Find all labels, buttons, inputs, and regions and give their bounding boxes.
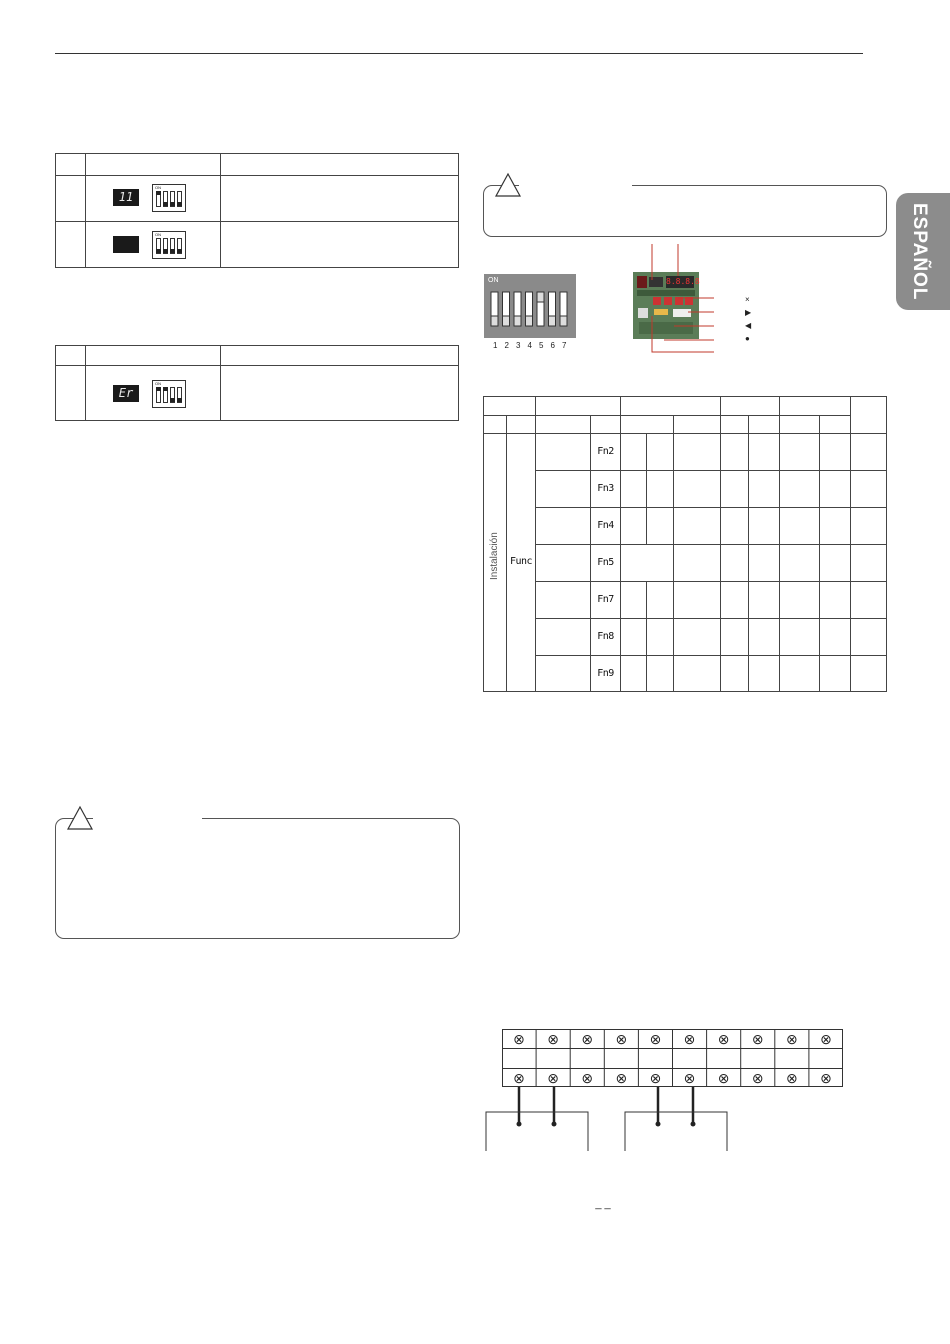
dip-number: 2 bbox=[504, 341, 509, 350]
dip-number: 7 bbox=[562, 341, 567, 350]
table-header-cell bbox=[56, 154, 86, 176]
function-code: Fn2 bbox=[597, 445, 614, 457]
dip-lever-knob bbox=[491, 316, 498, 326]
legend-right-icon: ▶ bbox=[745, 308, 752, 317]
board-legend bbox=[745, 293, 765, 345]
function-code: Fn4 bbox=[597, 519, 614, 531]
terminal-screw-icon: ⊗ bbox=[820, 1031, 832, 1047]
terminal-screw-icon: ⊗ bbox=[751, 1031, 764, 1047]
terminal-screw-icon: ⊗ bbox=[581, 1070, 594, 1086]
display-table-2 bbox=[55, 345, 459, 421]
terminal-screw-icon: ⊗ bbox=[751, 1070, 764, 1086]
seven-segment-display: Er bbox=[113, 385, 139, 402]
dip-lever-knob bbox=[560, 316, 567, 326]
dip-number: 4 bbox=[527, 341, 532, 350]
dip-lever-knob bbox=[514, 316, 521, 326]
language-tab-label: ESPAÑOL bbox=[909, 203, 930, 301]
table-row bbox=[56, 176, 459, 222]
dip-number: 1 bbox=[493, 341, 498, 350]
dip-number: 6 bbox=[550, 341, 555, 350]
terminal-screw-icon: ⊗ bbox=[683, 1070, 696, 1086]
dip-lever-knob bbox=[537, 292, 544, 302]
terminal-screw-icon: ⊗ bbox=[717, 1070, 730, 1086]
terminal-screw-icon: ⊗ bbox=[785, 1031, 798, 1047]
caution-box bbox=[483, 185, 887, 237]
function-table-grid bbox=[483, 396, 887, 692]
dip-lever-knob bbox=[526, 316, 533, 326]
table-header-cell bbox=[221, 154, 459, 176]
table-row bbox=[56, 222, 459, 268]
dip-number: 5 bbox=[539, 341, 544, 350]
warning-icon bbox=[494, 172, 522, 198]
terminal-screw-icon: ⊗ bbox=[785, 1070, 798, 1086]
table-header-cell bbox=[56, 346, 86, 366]
seven-segment-display bbox=[113, 236, 139, 253]
legend-x-icon: × bbox=[745, 295, 750, 304]
table-header-cell bbox=[86, 346, 221, 366]
function-code: Fn9 bbox=[597, 667, 614, 679]
legend-left-icon: ◀ bbox=[745, 321, 752, 330]
dip-switch-photo bbox=[484, 274, 576, 338]
seven-segment-display: 11 bbox=[113, 189, 139, 206]
page-number: _ _ bbox=[595, 1198, 611, 1210]
dip-lever-knob bbox=[503, 316, 510, 326]
mode-label: Func bbox=[509, 556, 533, 567]
terminal-block bbox=[502, 1029, 843, 1087]
dip-number: 3 bbox=[516, 341, 521, 350]
header-rule bbox=[55, 53, 863, 54]
table-row bbox=[56, 366, 459, 421]
table-header-cell bbox=[86, 154, 221, 176]
terminal-screw-icon: ⊗ bbox=[649, 1031, 662, 1047]
terminal-screw-icon: ⊗ bbox=[513, 1031, 525, 1047]
function-code: Fn3 bbox=[597, 482, 614, 494]
dip-switch-icon: ON bbox=[152, 380, 186, 408]
terminal-screw-icon: ⊗ bbox=[649, 1070, 662, 1086]
terminal-screw-icon: ⊗ bbox=[513, 1070, 525, 1086]
terminal-screw-icon: ⊗ bbox=[547, 1031, 559, 1047]
terminal-screw-icon: ⊗ bbox=[683, 1031, 696, 1047]
function-code: Fn5 bbox=[597, 556, 614, 568]
caution-box-left bbox=[55, 818, 460, 939]
function-code: Fn7 bbox=[597, 593, 614, 605]
wiring-diagram bbox=[480, 1085, 740, 1155]
display-table-1 bbox=[55, 153, 459, 268]
category-label: Instalación bbox=[489, 532, 500, 580]
table-header-cell bbox=[221, 346, 459, 366]
terminal-screw-icon: ⊗ bbox=[615, 1070, 628, 1086]
function-code: Fn8 bbox=[597, 630, 614, 642]
pcb-callout-lines bbox=[630, 240, 730, 360]
function-table bbox=[483, 396, 887, 692]
terminal-screw-icon: ⊗ bbox=[717, 1031, 730, 1047]
terminal-screw-icon: ⊗ bbox=[581, 1031, 594, 1047]
dip-switch-icon: ON bbox=[152, 231, 186, 259]
dip-on-label: ON bbox=[488, 277, 499, 284]
terminal-screw-icon: ⊗ bbox=[615, 1031, 628, 1047]
terminal-screw-icon: ⊗ bbox=[547, 1070, 559, 1086]
legend-dot-icon: ● bbox=[745, 334, 750, 343]
terminal-screw-icon: ⊗ bbox=[820, 1070, 832, 1086]
warning-icon bbox=[66, 805, 94, 831]
dip-switch-icon: ON bbox=[152, 184, 186, 212]
dip-number-row bbox=[486, 341, 578, 351]
dip-switch-levers bbox=[484, 274, 576, 338]
dip-lever-knob bbox=[549, 316, 556, 326]
pcb-led-display: 8.8.8.8 bbox=[666, 277, 700, 286]
